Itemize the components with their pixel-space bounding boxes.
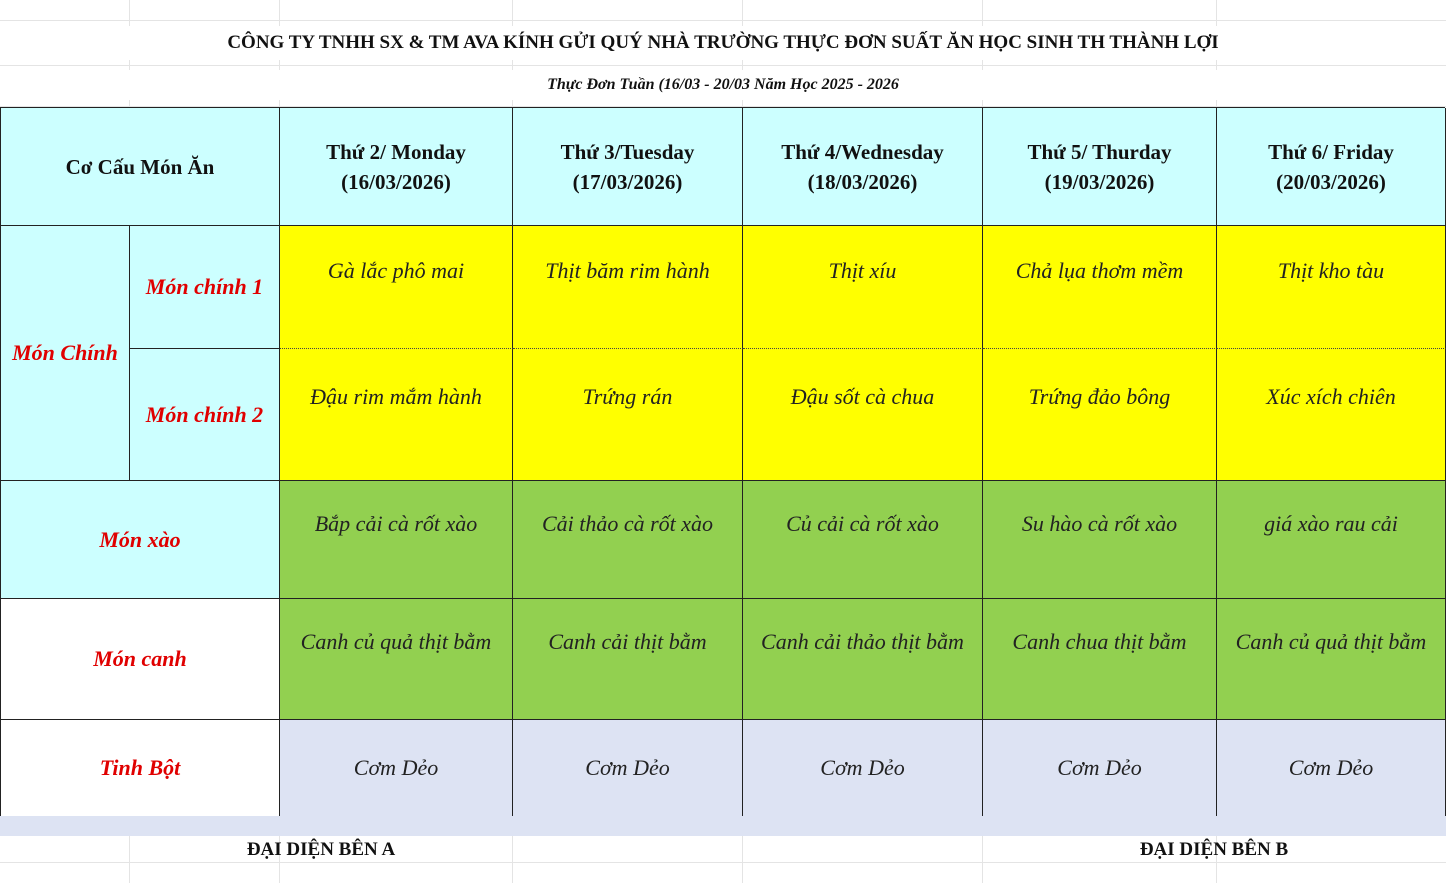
dish-text: Thịt kho tàu [1277, 258, 1385, 283]
row-label-text: Món canh [93, 646, 187, 671]
row-label-mon-chinh-1 [130, 226, 280, 349]
dish-cell [983, 349, 1217, 481]
dish-text: Thịt xíu [828, 258, 897, 283]
dish-text: Cơm Dẻo [353, 755, 439, 780]
dish-text: Thịt băm rim hành [545, 258, 710, 283]
dish-text: Củ cải cà rốt xào [786, 511, 939, 536]
dish-cell [743, 720, 983, 817]
row-label-text: Món xào [99, 526, 181, 552]
dish-text: Canh củ quả thịt bằm [1235, 629, 1427, 654]
dish-text: Bắp cải cà rốt xào [314, 511, 478, 536]
dish-cell [1217, 481, 1446, 599]
signature-party-b: ĐẠI DIỆN BÊN B [1139, 839, 1289, 860]
dish-cell [280, 226, 513, 349]
row-label-text: Món chính 2 [145, 401, 264, 427]
dish-text: giá xào rau cải [1264, 511, 1398, 536]
dish-text: Cơm Dẻo [585, 755, 670, 780]
dish-cell [513, 226, 743, 349]
dish-text: Cơm Dẻo [1288, 755, 1374, 780]
day-header-wed [743, 108, 983, 226]
dish-cell [1217, 349, 1446, 481]
row-label-text: Món chính 1 [145, 274, 264, 299]
dish-cell [983, 226, 1217, 349]
dish-text: Đậu rim mắm hành [310, 384, 482, 409]
dish-text: Chả lụa thơm mềm [1015, 258, 1184, 283]
dish-cell [743, 599, 983, 720]
day-date: (17/03/2026) [572, 169, 683, 194]
dish-text: Canh chua thịt bằm [1012, 629, 1187, 654]
dish-cell [983, 481, 1217, 599]
day-name: Thứ 4/Wednesday [781, 139, 944, 164]
dish-text: Xúc xích chiên [1266, 384, 1396, 409]
dish-text: Cơm Dẻo [820, 755, 905, 780]
dish-cell [513, 349, 743, 481]
dish-cell [280, 599, 513, 720]
day-date: (16/03/2026) [341, 169, 451, 194]
day-name: Thứ 5/ Thurday [1027, 139, 1172, 164]
signature-party-a: ĐẠI DIỆN BÊN A [246, 839, 396, 860]
day-header-mon [280, 108, 513, 226]
dish-text: Cơm Dẻo [1057, 755, 1142, 780]
dish-cell [1217, 226, 1446, 349]
row-label-mon-xao [1, 481, 280, 599]
dish-text: Trứng đảo bông [1028, 384, 1171, 409]
day-name: Thứ 6/ Friday [1268, 139, 1394, 164]
row-label-text: Tinh Bột [99, 755, 181, 780]
dish-cell [1217, 720, 1446, 817]
dish-cell [743, 481, 983, 599]
group-mon-chinh-label: Món Chính [12, 340, 118, 365]
dish-cell [513, 481, 743, 599]
dish-text: Canh cải thảo thịt bằm [761, 629, 964, 654]
day-header-tue [513, 108, 743, 226]
dish-cell [280, 349, 513, 481]
dish-text: Su hào cà rốt xào [1021, 511, 1178, 536]
menu-table [0, 107, 1445, 816]
dish-cell [743, 349, 983, 481]
dish-cell [280, 720, 513, 817]
dish-text: Cải thảo cà rốt xào [541, 511, 714, 536]
row-label-mon-canh [1, 599, 280, 720]
day-header-fri [1217, 108, 1446, 226]
day-name: Thứ 2/ Monday [326, 139, 466, 164]
dish-cell [983, 599, 1217, 720]
day-name: Thứ 3/Tuesday [560, 139, 695, 164]
dish-cell [983, 720, 1217, 817]
day-date: (19/03/2026) [1044, 169, 1155, 194]
dish-cell [513, 599, 743, 720]
dish-cell [1217, 599, 1446, 720]
dish-cell [280, 481, 513, 599]
group-mon-chinh [1, 226, 130, 481]
day-date: (18/03/2026) [807, 169, 918, 194]
day-date: (20/03/2026) [1276, 169, 1386, 194]
dish-cell [743, 226, 983, 349]
footer-band [0, 816, 1446, 836]
corner-header [1, 108, 280, 226]
dish-text: Đậu sốt cà chua [790, 384, 935, 409]
menu-subtitle: Thực Đơn Tuần (16/03 - 20/03 Năm Học 2025 - 2026 [0, 70, 1446, 100]
row-label-mon-chinh-2 [130, 349, 280, 481]
row-label-tinh-bot [1, 720, 280, 817]
dish-text: Trứng rán [582, 384, 673, 409]
dish-text: Gà lắc phô mai [327, 258, 465, 283]
dish-cell [513, 720, 743, 817]
corner-header-label: Cơ Cấu Món Ăn [65, 154, 215, 179]
dish-text: Canh củ quả thịt bằm [300, 629, 492, 654]
dish-text: Canh cải thịt bằm [548, 629, 707, 654]
menu-title: CÔNG TY TNHH SX & TM AVA KÍNH GỬI QUÝ NHÀ TRƯỜNG THỰC ĐƠN SUẤT ĂN HỌC SINH TH THÀNH LỢI [0, 26, 1446, 60]
day-header-thu [983, 108, 1217, 226]
